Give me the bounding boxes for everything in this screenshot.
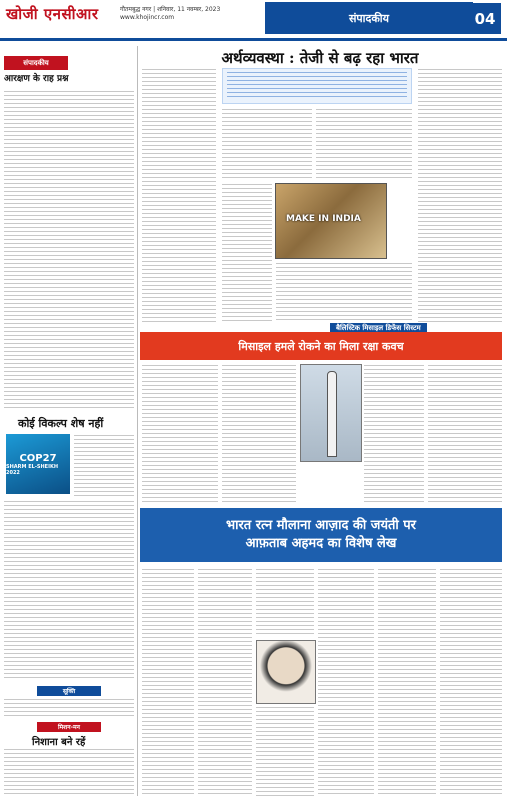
azad-headline-band [140,508,502,562]
quote-tab: सूक्ति [37,686,101,696]
missile-icon [327,371,337,457]
date-line: गौतमबुद्ध नगर | शनिवार, 11 नवम्बर, 2023 [120,6,221,13]
cop27-subtext: SHARM EL-SHEIKH 2022 [6,463,59,476]
editorial-headline: आरक्षण के राह प्रश्न [4,74,69,84]
mission-tab: मिशन-मन [37,722,101,732]
mission-headline: निशाना बने रहें [32,737,86,748]
page-number: 04 [469,3,501,34]
missile-col-3 [364,364,424,504]
highlight-box [222,68,412,104]
main-headline: अर्थव्यवस्था : तेजी से बढ़ रहा भारत [221,49,419,67]
second-headline: कोई विकल्प शेष नहीं [18,417,104,430]
highlight-text [227,71,407,99]
azad-col-5 [378,568,436,796]
azad-col-2 [198,568,252,796]
azad-col-4 [318,568,374,796]
azad-col-3a [256,568,314,636]
cop27-logo-text: COP27 [19,452,57,464]
make-in-india-caption: MAKE IN INDIA [286,214,361,224]
azad-col-3b [256,706,314,796]
column-divider [137,46,138,796]
quote-text [4,698,134,718]
azad-col-1 [142,568,194,796]
economy-col-2b [222,183,272,323]
missile-photo [300,364,362,462]
make-in-india-photo [275,183,387,259]
cop27-image [6,434,70,494]
editorial-body-text [4,90,134,410]
masthead-rule [0,38,507,41]
economy-col-2a [222,108,312,180]
editorial-tab: संपादकीय [4,56,68,70]
economy-col-3a [316,108,412,180]
missile-col-4 [428,364,502,504]
mission-body-text [4,748,134,794]
second-body-text-b [4,500,134,680]
missile-col-2 [222,364,296,504]
website-line: www.khojincr.com [120,14,175,21]
azad-headline-line2: आफ़ताब अहमद का विशेष लेख [245,536,397,551]
azad-col-6 [440,568,502,796]
left-column [4,46,134,796]
economy-col-4 [418,68,502,322]
second-body-text-a [74,434,134,496]
azad-headline-line1: भारत रत्न मौलाना आज़ाद की जयंती पर [225,518,417,533]
economy-col-3b [276,262,412,322]
newspaper-logo: खोजी एनसीआर [6,5,99,23]
missile-headline: मिसाइल हमले रोकने का मिला रक्षा कवच [140,332,502,360]
missile-section-tag: बैलिस्टिक मिसाइल डिफेंस सिस्टम [330,323,427,334]
economy-col-1 [142,68,216,322]
section-banner: संपादकीय [265,2,473,34]
masthead [0,0,507,38]
masthead-meta [120,6,220,22]
azad-portrait [256,640,316,704]
missile-col-1 [142,364,218,504]
